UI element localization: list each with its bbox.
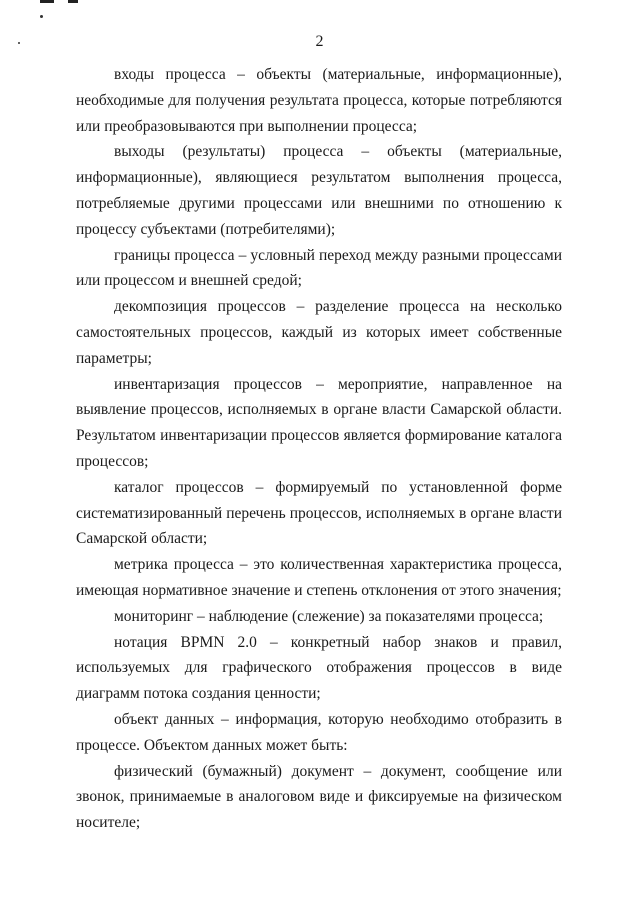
- paragraph-decomposition: декомпозиция процессов – разделение процесса на несколько самостоятельных процессов, каждый из которых имеет собственные параметры;: [76, 298, 562, 367]
- paragraph-inventory: инвентаризация процессов – мероприятие, направленное на выявление процессов, исполняемых в органе власти Самарской области. Результатом инвентаризации процессов является формирование каталога процессов;: [76, 375, 562, 470]
- paragraph-outputs: выходы (результаты) процесса – объекты (материальные, информационные), являющиеся результатом выполнения процесса, потребляемые другими процессами или внешними по отношению к процессу субъектами (потребителями);: [76, 143, 562, 238]
- scan-artifact-bar: [68, 0, 78, 3]
- paragraph-metric: метрика процесса – это количественная характеристика процесса, имеющая нормативное значение и степень отклонения от этого значения;: [76, 556, 562, 599]
- scan-artifact-bar: [40, 0, 54, 3]
- scan-artifact-dot: [40, 15, 43, 18]
- paragraph-data-object: объект данных – информация, которую необходимо отобразить в процессе. Объектом данных может быть:: [76, 710, 562, 754]
- paragraph-monitoring: мониторинг – наблюдение (слежение) за показателями процесса;: [114, 607, 544, 625]
- paragraph-bpmn: нотация BPMN 2.0 – конкретный набор знаков и правил, используемых для графического отображения процессов в виде диаграмм потока создания ценности;: [76, 633, 562, 703]
- paragraph-boundaries: границы процесса – условный переход между разными процессами или процессом и внешней средой;: [76, 246, 562, 290]
- paragraph-catalog: каталог процессов – формируемый по установленной форме систематизированный перечень процессов, исполняемых в органе власти Самарской области;: [76, 478, 562, 548]
- paragraph-physical-document: физический (бумажный) документ – документ, сообщение или звонок, принимаемые в аналоговом виде и фиксируемые на физическом носителе;: [76, 762, 562, 832]
- document-body: [76, 62, 562, 836]
- page-number: 2: [315, 33, 324, 50]
- paragraph-inputs: входы процесса – объекты (материальные, информационные), необходимые для получения результата процесса, которые потребляются или преобразовываются при выполнении процесса;: [76, 66, 562, 135]
